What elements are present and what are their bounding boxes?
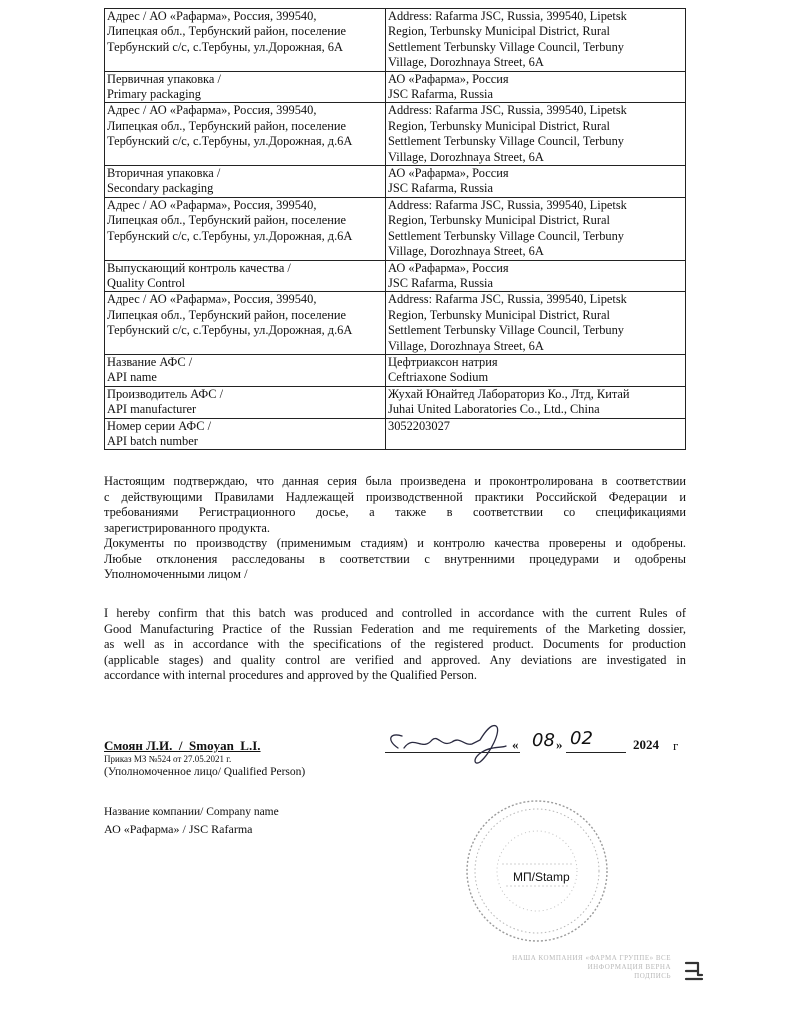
cell-text-line: Address: Rafarma JSC, Russia, 399540, Lipetsk <box>388 9 627 23</box>
date-close-quote: » <box>556 737 563 752</box>
cell-text-line: 3052203027 <box>388 418 450 433</box>
table-cell-label <box>105 386 386 418</box>
table-row <box>105 9 686 72</box>
cell-text-line: Region, Terbunsky Municipal District, Rural <box>388 307 610 322</box>
cell-text-line: Липецкая обл., Тербунский район, поселение <box>107 118 346 133</box>
cell-text-line: JSC Rafarma, Russia <box>388 87 493 102</box>
cell-text-line: Первичная упаковка / <box>107 71 221 86</box>
cell-text-line: Village, Dorozhnaya Street, 6A <box>388 55 544 70</box>
cell-text-line: Quality Control <box>107 275 186 290</box>
cell-text-line: Settlement Terbunsky Village Council, Terbuny <box>388 228 625 243</box>
signatory-role: (Уполномоченное лицо/ Qualified Person) <box>104 766 306 778</box>
cell-text-line: Адрес / АО «Рафарма», Россия, 399540, <box>107 9 317 23</box>
cell-text-line: Липецкая обл., Тербунский район, поселение <box>107 307 346 322</box>
table-cell-label <box>105 71 386 103</box>
cell-text-line: Производитель АФС / <box>107 386 224 401</box>
company-name-value: АО «Рафарма» / JSC Rafarma <box>104 822 253 836</box>
paragraph-line: Любые отклонения расследованы в соответствии с внутренними процедурами и одобрены <box>104 551 686 566</box>
faint-footer-line: НАША КОМПАНИЯ «ФАРМА ГРУППЕ» ВСЕ <box>512 954 671 962</box>
table-row <box>105 103 686 166</box>
cell-text-line: Village, Dorozhnaya Street, 6A <box>388 244 544 259</box>
table-row <box>105 260 686 292</box>
paragraph-line: accordance with internal procedures and approved by the Qualified Person. <box>104 668 477 682</box>
paragraph-line: as well as in accordance with the specifications of the registered product. Documents for production <box>104 637 686 651</box>
cell-text-line: Village, Dorozhnaya Street, 6A <box>388 149 544 164</box>
cell-text-line: Secondary packaging <box>107 181 214 196</box>
table-cell-value <box>386 260 686 292</box>
cell-text-line: АО «Рафарма», Россия <box>388 71 509 86</box>
paragraph-line: Уполномоченными лицом / <box>104 567 248 581</box>
cell-text-line: JSC Rafarma, Russia <box>388 181 493 196</box>
statement-russian <box>104 474 686 583</box>
cell-text-line: Тербунский с/с, с.Тербуны, ул.Дорожная, д.6А <box>107 323 353 338</box>
cell-text-line: Тербунский с/с, с.Тербуны, ул.Дорожная, д.6А <box>107 228 353 243</box>
cell-text-line: API batch number <box>107 433 198 448</box>
handwritten-signature <box>368 718 528 768</box>
cell-text-line: Вторичная упаковка / <box>107 166 221 181</box>
table-cell-value <box>386 103 686 166</box>
table-cell-value <box>386 166 686 198</box>
cell-text-line: Адрес / АО «Рафарма», Россия, 399540, <box>107 103 317 118</box>
cell-text-line: API name <box>107 370 157 385</box>
paragraph-line: Документы по производству (применимым стадиям) и контролю качества проверены и одобрены. <box>104 536 686 550</box>
cell-text-line: Липецкая обл., Тербунский район, поселение <box>107 213 346 228</box>
statement-english <box>104 606 686 684</box>
cell-text-line: Settlement Terbunsky Village Council, Terbuny <box>388 134 625 149</box>
faint-footer-line: ИНФОРМАЦИЯ ВЕРНА <box>587 963 671 971</box>
cell-text-line: Название АФС / <box>107 354 193 369</box>
faint-footer-line: ПОДПИСЬ <box>634 972 671 980</box>
cell-text-line: Цефтриаксон натрия <box>388 354 498 369</box>
paragraph-line: I hereby confirm that this batch was produced and controlled in accordance with the current Rules of <box>104 606 686 620</box>
paragraph-line: требованиями Регистрационного досье, а также в соответствии со спецификациями <box>104 505 686 519</box>
table-cell-value <box>386 292 686 355</box>
table-row <box>105 71 686 103</box>
stamp-label: МП/Stamp <box>513 870 570 884</box>
cell-text-line: Region, Terbunsky Municipal District, Rural <box>388 213 610 228</box>
cell-text-line: Address: Rafarma JSC, Russia, 399540, Lipetsk <box>388 292 627 307</box>
date-year: 2024 <box>633 737 659 752</box>
table-cell-value <box>386 71 686 103</box>
cell-text-line: Address: Rafarma JSC, Russia, 399540, Lipetsk <box>388 197 627 212</box>
cell-text-line: АО «Рафарма», Россия <box>388 260 509 275</box>
paragraph-line: зарегистрированного продукта. <box>104 520 270 535</box>
table-cell-label <box>105 103 386 166</box>
date-month-line <box>566 752 626 753</box>
paragraph-line: Good Manufacturing Practice of the Russian Federation and me requirements of the Marketing dossier, <box>104 621 686 636</box>
cell-text-line: Выпускающий контроль качества / <box>107 260 291 275</box>
cell-text-line: Тербунский с/с, с.Тербуны, ул.Дорожная, д.6А <box>107 134 353 149</box>
table-row <box>105 292 686 355</box>
cell-text-line: Village, Dorozhnaya Street, 6A <box>388 338 544 353</box>
paragraph-line: (applicable stages) and quality control are verified and approved. Any deviations are investigated in <box>104 652 686 667</box>
cell-text-line: АО «Рафарма», Россия <box>388 166 509 181</box>
cell-text-line: Region, Terbunsky Municipal District, Rural <box>388 118 610 133</box>
table-row <box>105 418 686 450</box>
cell-text-line: Address: Rafarma JSC, Russia, 399540, Lipetsk <box>388 103 627 118</box>
table-cell-value <box>386 197 686 260</box>
cell-text-line: Region, Terbunsky Municipal District, Rural <box>388 24 610 39</box>
paragraph-line: с действующими Правилами Надлежащей производственной практики Российской Федерации и <box>104 489 686 504</box>
table-cell-value <box>386 418 686 450</box>
signatory-order: Приказ МЗ №524 от 27.05.2021 г. <box>104 754 232 764</box>
date-open-quote: « <box>512 737 519 752</box>
cell-text-line: Липецкая обл., Тербунский район, поселение <box>107 24 346 39</box>
table-cell-label <box>105 260 386 292</box>
table-row <box>105 386 686 418</box>
company-name-label: Название компании/ Company name <box>104 806 279 818</box>
table-cell-label <box>105 166 386 198</box>
faint-footer-stamp <box>466 954 671 981</box>
table-row <box>105 354 686 386</box>
paragraph-line: Настоящим подтверждаю, что данная серия была произведена и проконтролирована в соответствии <box>104 474 686 488</box>
table-cell-value <box>386 9 686 72</box>
table-cell-value <box>386 386 686 418</box>
cell-text-line: Тербунский с/с, с.Тербуны, ул.Дорожная, 6А <box>107 39 343 54</box>
cell-text-line: Settlement Terbunsky Village Council, Terbuny <box>388 323 625 338</box>
table-cell-value <box>386 354 686 386</box>
document-corner-icon <box>683 960 705 986</box>
date-month: 02 <box>570 728 593 749</box>
manufacturing-info-table <box>104 8 686 450</box>
cell-text-line: Ceftriaxone Sodium <box>388 370 489 385</box>
table-cell-label <box>105 9 386 72</box>
table-row <box>105 166 686 198</box>
date-year-suffix: г <box>673 738 679 753</box>
cell-text-line: Жухай Юнайтед Лабораториз Ко., Лтд, Китай <box>388 386 630 401</box>
table-cell-label <box>105 197 386 260</box>
cell-text-line: API manufacturer <box>107 402 197 417</box>
cell-text-line: Settlement Terbunsky Village Council, Terbuny <box>388 39 625 54</box>
date-day: 08 <box>532 730 555 751</box>
signatory-name: Смоян Л.И. / Smoyan L.I. <box>104 738 261 753</box>
cell-text-line: Адрес / АО «Рафарма», Россия, 399540, <box>107 197 317 212</box>
table-cell-label <box>105 354 386 386</box>
cell-text-line: Juhai United Laboratories Co., Ltd., China <box>388 402 600 417</box>
table-cell-label <box>105 418 386 450</box>
table-row <box>105 197 686 260</box>
table-cell-label <box>105 292 386 355</box>
cell-text-line: Адрес / АО «Рафарма», Россия, 399540, <box>107 292 317 307</box>
cell-text-line: Номер серии АФС / <box>107 418 212 433</box>
cell-text-line: JSC Rafarma, Russia <box>388 275 493 290</box>
cell-text-line: Primary packaging <box>107 87 201 102</box>
